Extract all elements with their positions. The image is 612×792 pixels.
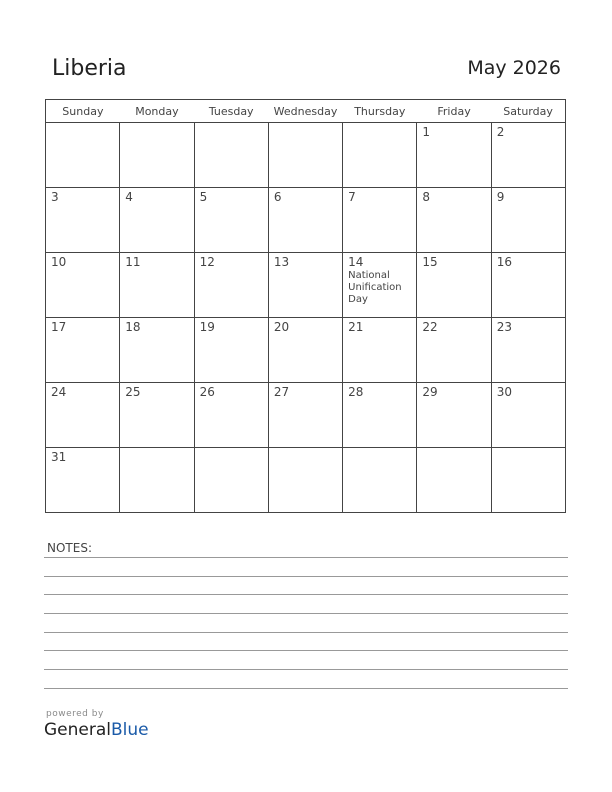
- day-number: 19: [199, 320, 215, 334]
- week-row: [46, 318, 566, 383]
- day-cell: [120, 188, 194, 253]
- day-number: 30: [496, 385, 512, 399]
- notes-line: [44, 688, 568, 689]
- notes-line: [44, 557, 568, 558]
- notes-line: [44, 650, 568, 651]
- day-cell: [268, 123, 342, 188]
- day-number: 12: [199, 255, 215, 269]
- day-number: 28: [348, 385, 364, 399]
- day-number: 18: [125, 320, 141, 334]
- day-number: [195, 448, 268, 450]
- day-cell: [343, 123, 417, 188]
- week-row: [46, 448, 566, 513]
- generalblue-logo[interactable]: [44, 720, 149, 740]
- day-cell: [194, 318, 268, 383]
- day-number: 23: [496, 320, 512, 334]
- day-cell: [194, 188, 268, 253]
- day-cell: [120, 253, 194, 318]
- day-cell: [417, 448, 491, 513]
- day-number: 4: [125, 190, 133, 204]
- day-number: 9: [496, 190, 505, 204]
- day-cell: [417, 253, 491, 318]
- day-number: [120, 123, 193, 125]
- day-cell: [46, 123, 120, 188]
- day-cell: [120, 318, 194, 383]
- week-row: [46, 123, 566, 188]
- brand-general: General: [44, 720, 111, 740]
- holiday-label: National Unification Day: [348, 270, 402, 305]
- day-number: 2: [496, 125, 505, 139]
- day-number: 14: [348, 255, 364, 269]
- day-cell: [417, 188, 491, 253]
- day-cell: [343, 383, 417, 448]
- day-number: 31: [51, 450, 67, 464]
- day-cell: [417, 318, 491, 383]
- notes-line: [44, 669, 568, 670]
- day-cell: [491, 123, 565, 188]
- day-number: 16: [496, 255, 512, 269]
- day-cell: [417, 383, 491, 448]
- day-number: [269, 448, 342, 450]
- day-cell: [491, 253, 565, 318]
- day-cell: [491, 188, 565, 253]
- day-cell: [343, 318, 417, 383]
- day-cell: [417, 123, 491, 188]
- weekday-sunday: Sunday: [46, 100, 120, 123]
- day-number: [343, 123, 416, 125]
- day-number: 11: [125, 255, 141, 269]
- day-number: 7: [348, 190, 356, 204]
- day-number: 27: [273, 385, 290, 399]
- weekday-saturday: Saturday: [491, 100, 565, 123]
- weekday-thursday: Thursday: [343, 100, 417, 123]
- day-cell: [46, 383, 120, 448]
- day-cell: [46, 188, 120, 253]
- day-cell: [268, 448, 342, 513]
- day-cell: [268, 383, 342, 448]
- week-row: [46, 188, 566, 253]
- day-cell: [46, 253, 120, 318]
- day-cell: [491, 318, 565, 383]
- day-number: 29: [422, 385, 438, 399]
- notes-line: [44, 632, 568, 633]
- day-cell: [194, 123, 268, 188]
- day-number: [195, 123, 268, 125]
- day-cell: [268, 253, 342, 318]
- day-number: 24: [51, 385, 67, 399]
- day-cell: [120, 123, 194, 188]
- weekday-header-row: [46, 100, 566, 123]
- country-title: Liberia: [52, 56, 127, 81]
- day-cell: [120, 383, 194, 448]
- notes-label: NOTES:: [47, 541, 92, 555]
- day-number: [417, 448, 490, 450]
- day-cell-holiday: [343, 253, 417, 318]
- day-number: 1: [422, 125, 431, 139]
- day-cell: [194, 448, 268, 513]
- day-number: 26: [199, 385, 215, 399]
- day-cell: [268, 188, 342, 253]
- day-cell: [46, 448, 120, 513]
- day-number: 5: [199, 190, 208, 204]
- day-number: [492, 448, 565, 450]
- day-number: 25: [125, 385, 141, 399]
- brand-blue: Blue: [111, 720, 149, 740]
- month-year-title: May 2026: [467, 57, 561, 79]
- powered-by-text: powered by: [46, 709, 104, 719]
- weekday-monday: Monday: [120, 100, 194, 123]
- day-number: [343, 448, 416, 450]
- day-number: 20: [273, 320, 290, 334]
- notes-line: [44, 594, 568, 595]
- day-cell: [194, 383, 268, 448]
- day-cell: [194, 253, 268, 318]
- weekday-wednesday: Wednesday: [268, 100, 342, 123]
- day-number: 22: [422, 320, 438, 334]
- calendar-grid: [45, 99, 566, 513]
- day-cell: [120, 448, 194, 513]
- day-number: 13: [273, 255, 290, 269]
- day-number: [120, 448, 193, 450]
- notes-line: [44, 576, 568, 577]
- notes-line: [44, 613, 568, 614]
- weekday-tuesday: Tuesday: [194, 100, 268, 123]
- day-cell: [491, 448, 565, 513]
- day-cell: [343, 188, 417, 253]
- day-number: [46, 123, 119, 125]
- day-number: 6: [273, 190, 282, 204]
- week-row: [46, 253, 566, 318]
- day-number: 17: [51, 320, 67, 334]
- day-number: [269, 123, 342, 125]
- day-number: 15: [422, 255, 438, 269]
- day-cell: [491, 383, 565, 448]
- day-number: 8: [422, 190, 431, 204]
- weekday-friday: Friday: [417, 100, 491, 123]
- day-number: 10: [51, 255, 67, 269]
- day-number: 3: [51, 190, 59, 204]
- day-number: 21: [348, 320, 364, 334]
- week-row: [46, 383, 566, 448]
- day-cell: [46, 318, 120, 383]
- day-cell: [343, 448, 417, 513]
- day-cell: [268, 318, 342, 383]
